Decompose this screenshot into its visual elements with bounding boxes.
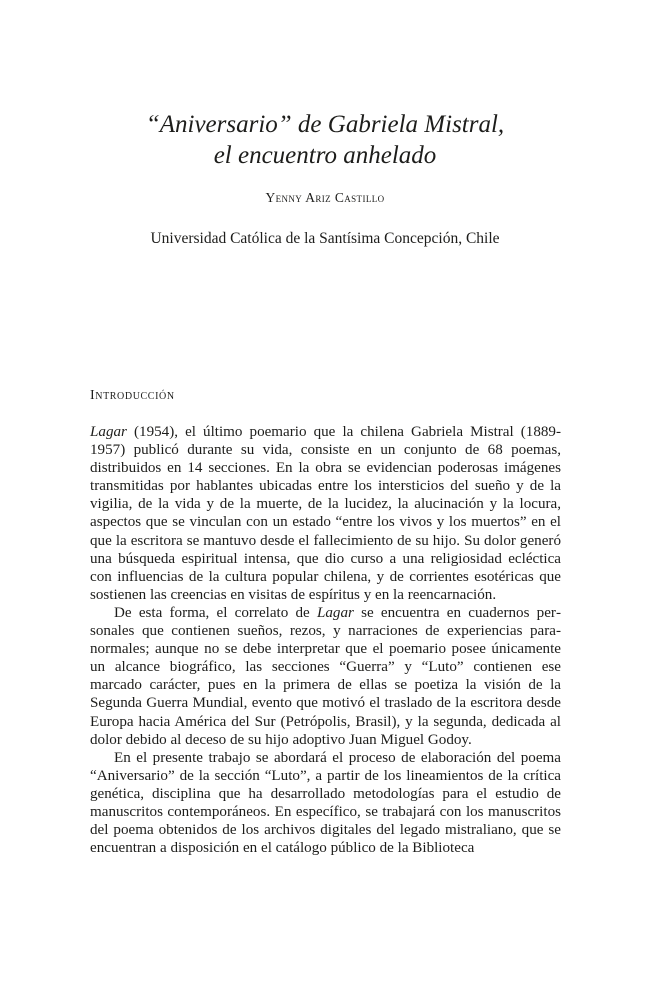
article-title (0, 109, 650, 171)
article-author: Yenny Ariz Castillo (265, 190, 385, 205)
article-title-line-2: el encuentro anhelado (213, 142, 437, 169)
author-affiliation: Universidad Católica de la Santísima Concepción, Chile (150, 230, 500, 247)
body-text (90, 423, 561, 857)
body-paragraph-1 (90, 423, 561, 604)
book-title-italic: Lagar (90, 424, 127, 440)
body-paragraph-2 (90, 604, 561, 749)
section-heading: Introducción (90, 388, 175, 403)
body-paragraph-3 (90, 749, 561, 858)
paragraph-text: (1954), el último poemario que la chilena Gabriela Mistral (1889-1957) publicó durante su vida, consiste en un conjunto de 68 poemas, distribuidos en 14 secciones. En la obra se evidencian poderosas imágenes transmitidas por hablantes ubicadas entre los intersticios del sueño y de la vigilia, de la vida y de la muerte, de la lucidez, la alucinación y la locura, aspectos que se vinculan con un estado “entre los vivos y los muertos” en el que la escritora se mantuvo desde el fallecimiento de su hijo. Su dolor generó una búsqueda espiritual intensa, que dio curso a una religiosidad ecléctica con influencias de la cultura popular chilena, y de corrientes esotéricas que sostienen las creencias en visitas de espíritus y en la reencarnación. (90, 424, 561, 603)
paragraph-text: De esta forma, el correlato de (114, 604, 317, 621)
paragraph-text: se encuentra en cuadernos personales que contienen sueños, rezos, y narraciones de experiencias paranormales; aunque no se debe interpretar que el poemario posee únicamente un alcance biográfico, las secciones “Guerra” y “Luto” contienen ese marcado carácter, pues en la primera de ellas se poetiza la visión de la Segunda Guerra Mundial, evento que motivó el traslado de la escritora desde Europa hacia América del Sur (Petrópolis, Brasil), y la segunda, dedicada al dolor debido al deceso de su hijo adoptivo Juan Miguel Godoy. (90, 604, 561, 748)
article-title-line-1: “Aniversario” de Gabriela Mistral, (145, 111, 505, 138)
paragraph-text: En el presente trabajo se abordará el proceso de elaboración del poema “Aniversario” de la sección “Luto”, a partir de los lineamientos de la crítica genética, disciplina que ha desarrollado metodologías para el estudio de manuscritos contemporáneos. En específico, se trabajará con los manuscritos del poema obtenidos de los archivos digitales del legado mistraliano, que se encuentran a disposición en el catálogo público de la Biblioteca (90, 749, 561, 857)
book-title-italic: Lagar (316, 604, 354, 621)
